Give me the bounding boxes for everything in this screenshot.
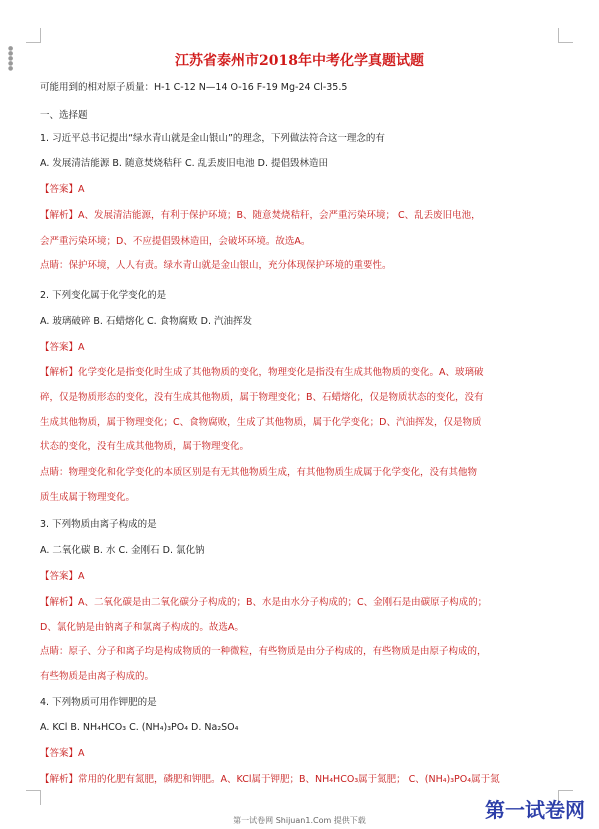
- question-line: 一、选择题: [40, 110, 88, 121]
- answer-line: 【答案】A: [40, 184, 85, 195]
- page-footer: 第一试卷网 Shijuan1.Com 提供下载: [233, 816, 366, 825]
- answer-line: 点睛：物理变化和化学变化的本质区别是有无其他物质生成，有其他物质生成属于化学变化，没有其他物: [40, 467, 478, 478]
- drag-handle-icon[interactable]: ● ● ● ● ●: [8, 45, 14, 72]
- answer-line: 碎，仅是物质形态的变化，没有生成其他物质，属于物理变化；B、石蜡熔化，仅是物质状态的变化，没有: [40, 392, 484, 403]
- answer-line: 点睛：原子、分子和离子均是构成物质的一种微粒，有些物质是由分子构成的，有些物质是由原子构成的，: [40, 646, 487, 657]
- question-line: 3. 下列物质由离子构成的是: [40, 519, 157, 530]
- question-line: 可能用到的相对原子质量：H-1 C-12 N—14 O-16 F-19 Mg-24 Cl-35.5: [40, 82, 348, 93]
- question-line: A. 玻璃破碎 B. 石蜡熔化 C. 食物腐败 D. 汽油挥发: [40, 316, 253, 327]
- answer-line: 生成其他物质，属于物理变化；C、食物腐败，生成了其他物质，属于化学变化；D、汽油挥发，仅是物质: [40, 417, 482, 428]
- answer-line: 会严重污染环境；D、不应提倡毁林造田，会破坏环境。故选A。: [40, 236, 311, 247]
- crop-mark-top-right: [558, 28, 573, 43]
- answer-line: 【解析】化学变化是指变化时生成了其他物质的变化，物理变化是指没有生成其他物质的变化。A、玻璃破: [40, 367, 484, 378]
- answer-line: 【答案】A: [40, 342, 85, 353]
- answer-line: D、氯化钠是由钠离子和氯离子构成的。故选A。: [40, 622, 244, 633]
- answer-line: 质生成属于物理变化。: [40, 492, 136, 503]
- answer-line: 有些物质是由离子构成的。: [40, 671, 155, 682]
- answer-line: 【答案】A: [40, 571, 85, 582]
- question-line: A. 二氧化碳 B. 水 C. 金刚石 D. 氯化钠: [40, 545, 205, 556]
- question-line: A. 发展清洁能源 B. 随意焚烧秸秆 C. 乱丢废旧电池 D. 提倡毁林造田: [40, 158, 329, 169]
- question-line: 4. 下列物质可用作钾肥的是: [40, 697, 157, 708]
- answer-line: 【答案】A: [40, 748, 85, 759]
- answer-line: 【解析】A、发展清洁能源，有利于保护环境；B、随意焚烧秸秆，会严重污染环境； C、乱丢废旧电池，: [40, 210, 481, 221]
- answer-line: 状态的变化，没有生成其他物质，属于物理变化。: [40, 441, 250, 452]
- brand-logo: 第一试卷网: [485, 798, 585, 822]
- answer-line: 【解析】常用的化肥有氮肥，磷肥和钾肥。A、KCl属于钾肥；B、NH₄HCO₃属于氮肥； C、(NH₄)₃PO₄属于氮: [40, 774, 500, 785]
- crop-mark-top-left: [26, 28, 41, 43]
- question-line: 2. 下列变化属于化学变化的是: [40, 290, 167, 301]
- question-line: 1. 习近平总书记提出“绿水青山就是金山银山”的理念，下列做法符合这一理念的有: [40, 133, 385, 144]
- document-title: 江苏省泰州市2018年中考化学真题试题: [175, 53, 424, 69]
- crop-mark-bottom-left: [26, 790, 41, 805]
- answer-line: 点睛：保护环境，人人有责。绿水青山就是金山银山，充分体现保护环境的重要性。: [40, 260, 392, 271]
- question-line: A. KCl B. NH₄HCO₃ C. (NH₄)₃PO₄ D. Na₂SO₄: [40, 722, 239, 733]
- answer-line: 【解析】A、二氧化碳是由二氧化碳分子构成的；B、水是由水分子构成的；C、金刚石是由碳原子构成的；: [40, 597, 488, 608]
